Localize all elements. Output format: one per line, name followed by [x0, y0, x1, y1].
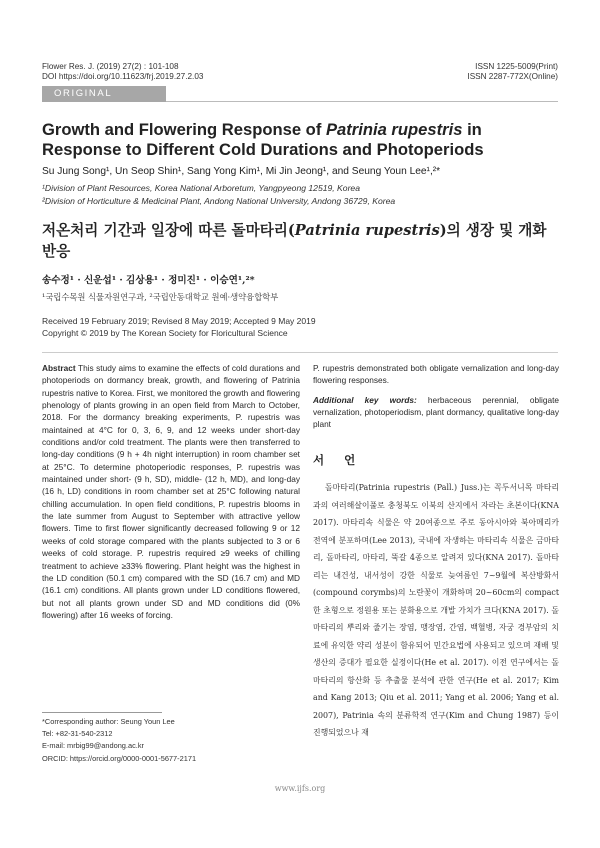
- intro-body: [313, 479, 559, 742]
- title-part-1: Growth and Flowering Response of: [42, 120, 326, 139]
- intro-heading: 서 언: [313, 453, 364, 467]
- article-title: [42, 120, 562, 160]
- affiliation-2: ²Division of Horticulture & Medicinal Plant, Andong National University, Andong 36729, Korea: [42, 196, 396, 206]
- journal-website[interactable]: www.ijfs.org: [274, 784, 326, 793]
- history-line: Received 19 February 2019; Revised 8 May 2019; Accepted 9 May 2019: [42, 316, 316, 326]
- author-email[interactable]: E-mail: mrbig99@andong.ac.kr: [42, 741, 144, 751]
- keywords-block: [313, 394, 559, 431]
- korean-affiliation: ¹국립수목원 식물자원연구과, ²국립안동대학교 원예·생약융합학부: [42, 292, 279, 302]
- issn-meta: [467, 62, 558, 82]
- issn-online: ISSN 2287-772X(Online): [467, 72, 558, 81]
- section-divider: [42, 352, 558, 353]
- author-list: Su Jung Song¹, Un Seop Shin¹, Sang Yong Kim¹, Mi Jin Jeong¹, and Seung Youn Lee¹,²*: [42, 166, 441, 177]
- copyright-line: Copyright © 2019 by The Korean Society for Floricultural Science: [42, 328, 288, 338]
- journal-citation: Flower Res. J. (2019) 27(2) : 101-108: [42, 62, 179, 71]
- journal-meta: [42, 62, 203, 82]
- corresponding-author: *Corresponding author: Seung Youn Lee: [42, 717, 175, 726]
- abstract-column: [42, 362, 300, 621]
- keywords-label: Additional key words:: [313, 394, 417, 405]
- banner-divider: [166, 101, 558, 102]
- korean-title-species: Patrinia rupestris: [294, 222, 440, 239]
- title-species: Patrinia rupestris: [325, 120, 463, 139]
- intro-paragraph: 돌마타리(Patrinia rupestris (Pall.) Juss.)는 꼭두서니목 마타리과의 여러해살이풀로 충청북도 이북의 산지에서 자라는 초본이다(KNA 2017). 마타리속 식물은 약 20여종으로 주로 동아시아와 북아메리카 전역에 분포하며(Lee 2013), 국내에 자생하는 마타리속 식물은 금마타리, 돌마타리, 마타리, 뚝갈 4종으로 알려져 있다(KNA 2017). 돌마타리는 내건성, 내서성이 강한 식물로 늦여름인 7~9월에 복산방화서(compound corymbs)의 노란꽃이 개화하며 20~60cm의 compact한 초형으로 정원용 또는 분화용으로 개발 가치가 크다(KNA 2017). 돌마타리의 뿌리와 줄기는 장염, 맹장염, 간염, 백혈병, 자궁 경부암의 치료에 유익한 약리 성분이 함유되어 민간요법에 사용되고 있으며 재배 및 생산의 증대가 필요한 실정이다(He et al. 2017). 이전 연구에서는 돌마타리의 항산화 등 추출물 분석에 관한 연구(He et al. 2017; Kim and Kang 2013; Qiu et al. 2011; Yang et al. 2006; Yang et al. 2007), Patrinia 속의 분류학적 연구(Kim and Chung 1987) 등이 진행되었으나 재: [313, 483, 559, 737]
- abstract-text: This study aims to examine the effects of cold durations and photoperiods on dormancy break, growth, and flowering of Patrinia rupestris native to Korea. First, we monitored the growth and flowering phenology of plants growing in an open field from March to October, 2018. For the dormancy breaking experiments, P. rupestris was maintained at 4°C for 0, 3, 6, 9, and 12 weeks under short-day conditions and/or cold treatment. The plants were then transferred to long-day conditions (9 h + 4h night interruption) in room chamber set at 25°C. To determine photoperiodic responses, P. rupestris was maintained under short- (9 h, SD), middle- (12 h, MD), and long-day (16 h, LD) conditions in room chamber set at 25°C following natural chilling accumulation. In open field conditions, P. rupestris blooms in the late summer from August to September with attractive yellow flowers. Time to first flower significantly decreased following 9 or 12 weeks of cold storage compared with the plants subjected to 3 or 6 weeks of cold storage. P. rupestris required ≥9 weeks of chilling treatment to achieve ≥33% flowering. Plant height was the highest in the LD condition (50.1 cm) compared with the SD (16.7 cm) and MD (16.1 cm) conditions. All plants grown under LD conditions flowered, but not all plants grown under SD and MD conditions did (0% flowering) after 16 weeks of forcing.: [42, 363, 300, 620]
- corresponding-author-note: [42, 716, 196, 765]
- article-type-banner: ORIGINAL ARTICLE: [42, 86, 166, 102]
- korean-title-part-2: )의 생장 및 개화 반응: [42, 222, 547, 260]
- abstract-label: Abstract: [42, 363, 76, 373]
- footnote-divider: [42, 712, 162, 713]
- abstract-continued: P. rupestris demonstrated both obligate vernalization and long-day flowering responses.: [313, 363, 559, 386]
- korean-title: [42, 220, 562, 262]
- author-orcid[interactable]: ORCID: https://orcid.org/0000-0001-5677-2171: [42, 753, 197, 763]
- korean-author-list: 송수정¹ · 신운섭¹ · 김상용¹ · 정미진¹ · 이승연¹,²*: [42, 275, 255, 286]
- right-column: [313, 362, 559, 431]
- keywords-text: herbaceous perennial, obligate vernalization, photoperiodism, plant dormancy, qualitative long-day plant: [313, 394, 559, 430]
- article-dates: [42, 315, 316, 339]
- issn-print: ISSN 1225-5009(Print): [475, 62, 558, 71]
- author-phone: Tel: +82-31-540-2312: [42, 729, 113, 739]
- title-part-2: in Response to Different Cold Durations and Photoperiods: [42, 120, 484, 159]
- doi-link[interactable]: DOI https://doi.org/10.11623/frj.2019.27.2.03: [42, 72, 204, 81]
- affiliation-1: ¹Division of Plant Resources, Korea National Arboretum, Yangpyeong 12519, Korea: [42, 183, 360, 193]
- korean-title-part-1: 저온처리 기간과 일장에 따른 돌마타리(: [42, 222, 295, 239]
